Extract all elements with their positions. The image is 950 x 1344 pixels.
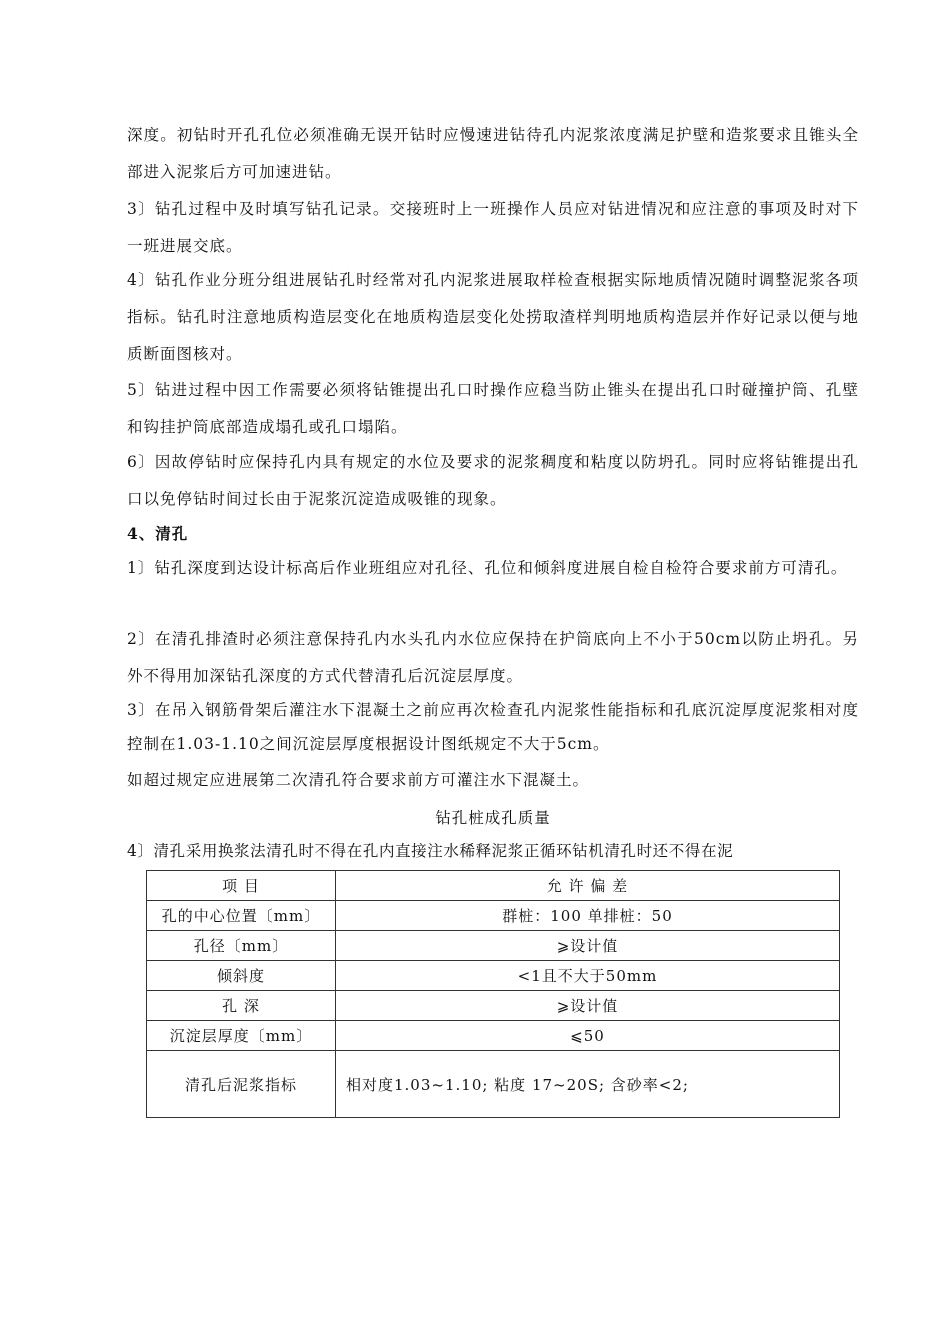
table-row xyxy=(147,991,840,1021)
table-cell: 孔径〔mm〕 xyxy=(147,931,336,961)
paragraph: 3〕钻孔过程中及时填写钻孔记录。交接班时上一班操作人员应对钻进情况和应注意的事项及时对下一班进展交底。 xyxy=(127,200,859,255)
table-cell: 清孔后泥浆指标 xyxy=(147,1051,336,1118)
table-cell: ⩽50 xyxy=(336,1021,840,1051)
paragraph: 5〕钻进过程中因工作需要必须将钻锥提出孔口时操作应稳当防止锥头在提出孔口时碰撞护筒、孔壁和钩挂护筒底部造成塌孔或孔口塌陷。 xyxy=(127,381,859,436)
table-cell: 孔的中心位置〔mm〕 xyxy=(147,901,336,931)
paragraph: 深度。初钻时开孔孔位必须准确无误开钻时应慢速进钻待孔内泥浆浓度满足护壁和造浆要求且锥头全部进入泥浆后方可加速进钻。 xyxy=(127,126,859,181)
quality-table xyxy=(146,870,840,1118)
table-caption: 钻孔桩成孔质量 xyxy=(435,809,551,827)
table-cell: <1且不大于50mm xyxy=(336,961,840,991)
table-cell: 孔 深 xyxy=(147,991,336,1021)
table-cell: 沉淀层厚度〔mm〕 xyxy=(147,1021,336,1051)
table-row xyxy=(147,1051,840,1118)
paragraph: 6〕因故停钻时应保持孔内具有规定的水位及要求的泥浆稠度和粘度以防坍孔。同时应将钻锥提出孔口以免停钻时间过长由于泥浆沉淀造成吸锥的现象。 xyxy=(127,453,859,508)
table-row xyxy=(147,1021,840,1051)
table-row xyxy=(147,931,840,961)
paragraph: 2〕在清孔排渣时必须注意保持孔内水头孔内水位应保持在护筒底向上不小于50cm以防止坍孔。另外不得用加深钻孔深度的方式代替清孔后沉淀层厚度。 xyxy=(127,630,859,685)
table-cell: ⩾设计值 xyxy=(336,991,840,1021)
paragraph: 如超过规定应进展第二次清孔符合要求前方可灌注水下混凝土。 xyxy=(127,771,590,789)
table-row xyxy=(147,961,840,991)
table-header-row xyxy=(147,871,840,901)
paragraph: 1〕钻孔深度到达设计标高后作业班组应对孔径、孔位和倾斜度进展自检自检符合要求前方可清孔。 xyxy=(127,559,848,577)
table-cell: 相对度1.03~1.10; 粘度 17~20S; 含砂率<2; xyxy=(336,1051,840,1118)
table-header-cell: 项 目 xyxy=(147,871,336,901)
table-row xyxy=(147,901,840,931)
section-heading: 4、清孔 xyxy=(127,524,189,543)
paragraph: 3〕在吊入钢筋骨架后灌注水下混凝土之前应再次检查孔内泥浆性能指标和孔底沉淀厚度泥浆相对度控制在1.03-1.10之间沉淀层厚度根据设计图纸规定不大于5cm。 xyxy=(127,701,859,753)
table-header-cell: 允 许 偏 差 xyxy=(336,871,840,901)
table-cell: 群桩：100 单排桩：50 xyxy=(336,901,840,931)
table-cell: ⩾设计值 xyxy=(336,931,840,961)
paragraph: 4〕钻孔作业分班分组进展钻孔时经常对孔内泥浆进展取样检查根据实际地质情况随时调整泥浆各项指标。钻孔时注意地质构造层变化在地质构造层变化处捞取渣样判明地质构造层并作好记录以便与地质断面图核对。 xyxy=(127,271,859,363)
paragraph: 4〕清孔采用换浆法清孔时不得在孔内直接注水稀释泥浆正循环钻机清孔时还不得在泥 xyxy=(127,842,734,860)
table-cell: 倾斜度 xyxy=(147,961,336,991)
